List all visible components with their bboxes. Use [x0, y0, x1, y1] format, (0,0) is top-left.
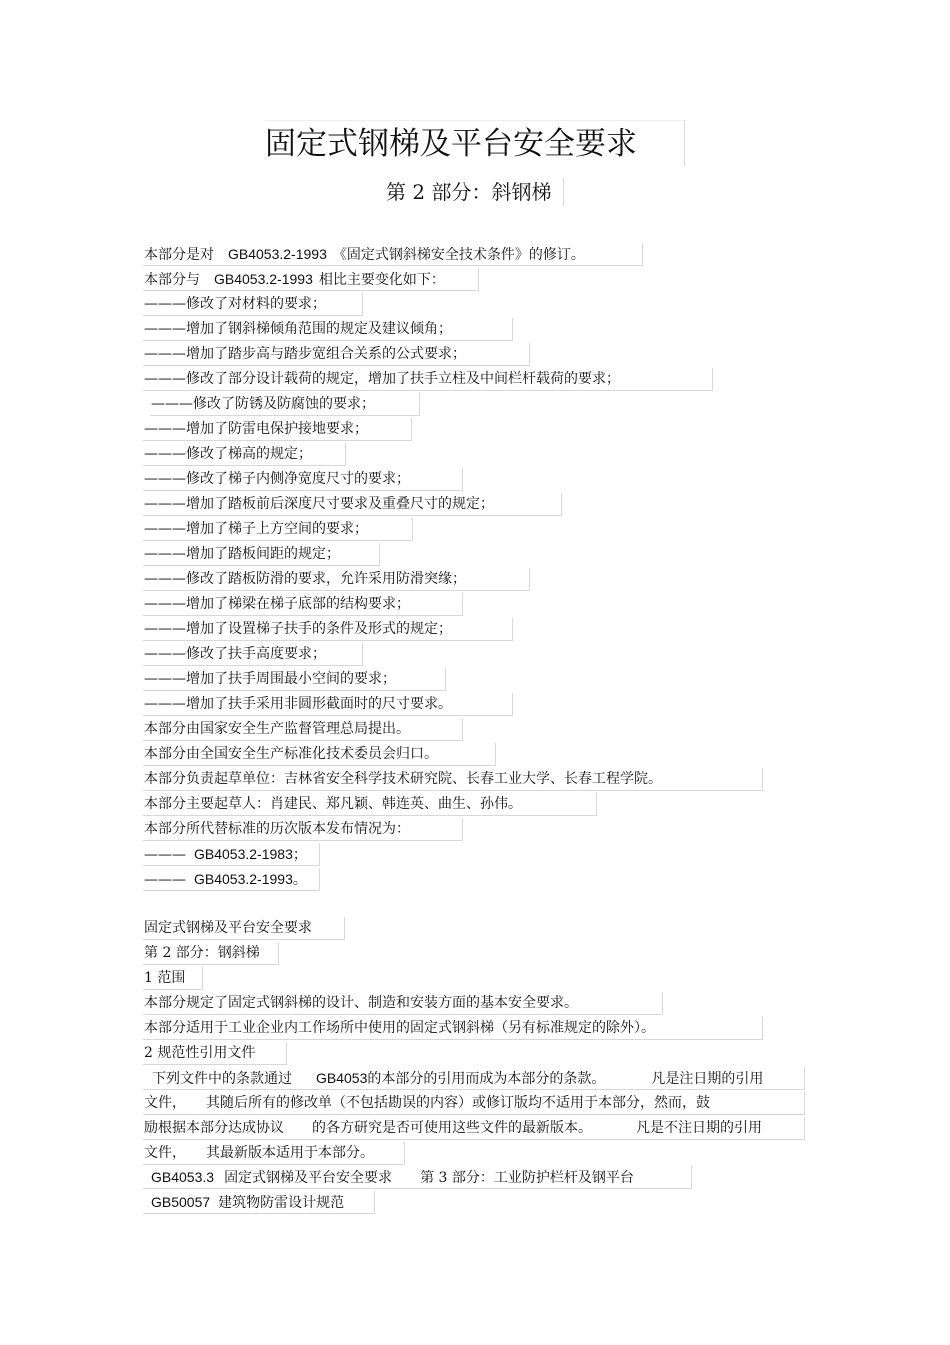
change-item: ———修改了扶手高度要求； [143, 643, 363, 666]
body-title: 固定式钢梯及平台安全要求 [143, 917, 345, 940]
drafters: 本部分主要起草人：肖建民、郑凡颖、韩连英、曲生、孙伟。 [143, 793, 597, 816]
changes-intro: 本部分与 GB4053.2-1993 相比主要变化如下： [143, 268, 479, 291]
reference-item: GB4053.3 固定式钢梯及平台安全要求 第 3 部分：工业防护栏杆及钢平台 [143, 1166, 692, 1189]
change-item: ———增加了踏板间距的规定； [143, 543, 380, 566]
references-line: 下列文件中的条款通过 GB4053的本部分的引用而成为本部分的条款。 凡是注日期的引用 [143, 1067, 805, 1090]
body-subtitle: 第 2 部分：钢斜梯 [143, 942, 279, 965]
change-item: ———增加了钢斜梯倾角范围的规定及建议倾角； [143, 318, 513, 341]
change-item: ———修改了部分设计载荷的规定，增加了扶手立柱及中间栏杆载荷的要求； [143, 368, 713, 391]
history-item: ——— GB4053.2-1983； [143, 843, 320, 866]
applicability-paragraph: 本部分适用于工业企业内工作场所中使用的固定式钢斜梯（另有标准规定的除外）。 [143, 1017, 763, 1040]
section-1-heading: 1 范围 [143, 967, 203, 990]
change-item: ———增加了扶手周围最小空间的要求； [143, 668, 446, 691]
references-line: 文件， 其随后所有的修改单（不包括勘误的内容）或修订版均不适用于本部分，然而，鼓 [143, 1092, 805, 1115]
drafting-units: 本部分负责起草单位：吉林省安全科学技术研究院、长春工业大学、长春工程学院。 [143, 768, 763, 791]
change-item: ———修改了梯高的规定； [143, 443, 346, 466]
change-item: ———增加了防雷电保护接地要求； [143, 418, 412, 441]
change-item: ———修改了梯子内侧净宽度尺寸的要求； [143, 468, 463, 491]
change-item: ———增加了扶手采用非圆形截面时的尺寸要求。 [143, 693, 513, 716]
change-item: ———增加了梯梁在梯子底部的结构要求； [143, 593, 463, 616]
document-subtitle: 第 2 部分：斜钢梯 [386, 178, 564, 206]
change-item: ———增加了设置梯子扶手的条件及形式的规定； [143, 618, 513, 641]
centralized-by: 本部分由全国安全生产标准化技术委员会归口。 [143, 743, 496, 766]
references-line: 文件， 其最新版本适用于本部分。 [143, 1142, 405, 1165]
change-item: ———修改了防锈及防腐蚀的要求； [150, 393, 420, 416]
document-title: 固定式钢梯及平台安全要求 [265, 120, 685, 166]
history-item: ——— GB4053.2-1993。 [143, 868, 320, 891]
section-2-heading: 2 规范性引用文件 [143, 1042, 287, 1065]
history-intro: 本部分所代替标准的历次版本发布情况为： [143, 818, 463, 841]
scope-paragraph: 本部分规定了固定式钢斜梯的设计、制造和安装方面的基本安全要求。 [143, 992, 663, 1015]
change-item: ———增加了踏步高与踏步宽组合关系的公式要求； [143, 343, 530, 366]
revision-statement: 本部分是对 GB4053.2-1993 《固定式钢斜梯安全技术条件》的修订。 [143, 243, 643, 266]
change-item: ———修改了对材料的要求； [143, 293, 363, 316]
proposed-by: 本部分由国家安全生产监督管理总局提出。 [143, 718, 463, 741]
change-item: ———增加了踏板前后深度尺寸要求及重叠尺寸的规定； [143, 493, 562, 516]
change-item: ———增加了梯子上方空间的要求； [143, 518, 413, 541]
references-line: 励根据本部分达成协议 的各方研究是否可使用这些文件的最新版本。 凡是不注日期的引用 [143, 1117, 805, 1140]
reference-item: GB50057 建筑物防雷设计规范 [143, 1191, 375, 1214]
change-item: ———修改了踏板防滑的要求，允许采用防滑突缘； [143, 568, 530, 591]
